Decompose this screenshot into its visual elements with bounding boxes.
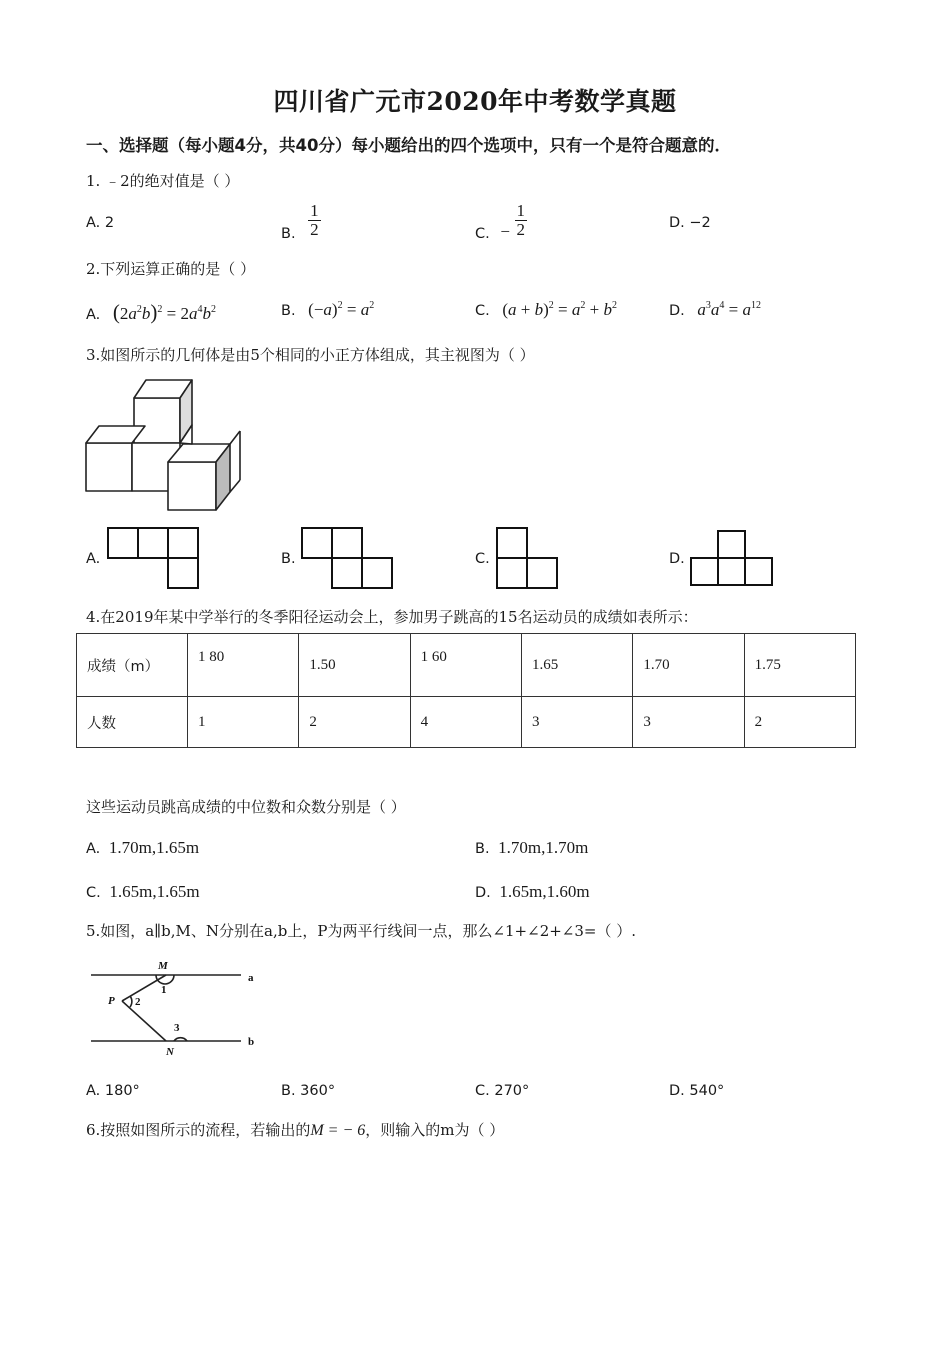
q4-option-b-label: B. [475, 841, 490, 857]
q3-option-b-view [301, 527, 393, 589]
table-row-counts [77, 697, 856, 748]
q5-option-b: B. 360° [281, 1083, 336, 1099]
question-4-question: 这些运动员跳高成绩的中位数和众数分别是（ ） [86, 798, 406, 816]
fraction-denominator: 2 [310, 220, 319, 239]
q2-option-d [669, 300, 761, 320]
q3-option-a-label: A. [86, 551, 101, 567]
q1-option-a: A. 2 [86, 215, 115, 231]
table-cell [188, 634, 299, 697]
label-angle-1: 1 [161, 984, 167, 996]
q4-option-b [475, 838, 588, 858]
q2-option-a [86, 300, 216, 325]
label-m: M [158, 960, 168, 972]
q1-option-c [475, 201, 527, 242]
q6-stem-pre: 6.按照如图所示的流程，若输出的 [86, 1121, 311, 1139]
q5-option-a: A. 180° [86, 1083, 140, 1099]
table-cell: 1.75 [744, 634, 855, 697]
q6-stem-math: M = − 6 [310, 1122, 366, 1139]
q5-option-d: D. 540° [669, 1083, 725, 1099]
q1-option-c-sign: − [500, 221, 510, 241]
q1-option-d: D. −2 [669, 215, 711, 231]
label-n: N [166, 1046, 174, 1058]
table-cell: 1.70 [633, 634, 744, 697]
cube-solid-figure [80, 376, 250, 521]
q3-option-c-label: C. [475, 551, 490, 567]
page-title: 四川省广元市2020年中考数学真题 [273, 87, 677, 116]
q4-option-c-value: 1.65m,1.65m [109, 882, 200, 901]
q4-option-a [86, 838, 199, 858]
q4-option-b-value: 1.70m,1.70m [498, 838, 589, 857]
q4-option-c-label: C. [86, 885, 101, 901]
q1-option-c-fraction [515, 202, 528, 239]
table-cell-text: 1 60 [420, 648, 447, 665]
table-cell: 2 [299, 697, 410, 748]
label-line-a: a [248, 972, 254, 984]
q2-option-b-formula: $(-a)^2 = a^2$ [308, 300, 375, 319]
q2-option-d-label: D. [669, 303, 685, 319]
table-cell: 2 [744, 697, 855, 748]
q3-option-c-view [496, 527, 558, 589]
q2-option-b [281, 300, 374, 320]
label-line-b: b [248, 1036, 255, 1048]
parallel-lines-figure [86, 955, 266, 1063]
q4-option-d [475, 882, 590, 902]
label-angle-3: 3 [174, 1022, 180, 1034]
q2-option-d-formula: $a^3a^4 = a^{12}$ [697, 300, 761, 319]
table-header-count: 人数 [77, 697, 188, 748]
label-angle-2: 2 [135, 996, 141, 1008]
q6-stem-post: ，则输入的m为（ ） [365, 1121, 505, 1139]
table-cell: 3 [633, 697, 744, 748]
table-cell [410, 634, 521, 697]
q4-option-d-label: D. [475, 885, 491, 901]
table-cell: 4 [410, 697, 521, 748]
table-header-score: 成绩（m） [77, 634, 188, 697]
scores-table [76, 633, 856, 748]
table-cell: 1 [188, 697, 299, 748]
question-5-stem: 5.如图，a∥b,M、N分别在a,b上，P为两平行线间一点，那么∠1+∠2+∠3=（ ）. [86, 922, 637, 940]
question-3-stem: 3.如图所示的几何体是由5个相同的小正方体组成，其主视图为（ ） [86, 346, 535, 364]
table-cell: 1.50 [299, 634, 410, 697]
q1-option-b-label: B. [281, 225, 296, 242]
q4-option-a-value: 1.70m,1.65m [108, 838, 200, 857]
q1-option-c-label: C. [475, 225, 490, 242]
table-cell: 1.65 [521, 634, 632, 697]
q3-option-d-label: D. [669, 551, 685, 567]
q2-option-a-label: A. [86, 307, 101, 323]
q4-option-c [86, 882, 200, 902]
q2-option-a-formula: $(2a^2b)^2 = 2a^4b^2$ [112, 300, 216, 324]
question-1-stem: 1. ﹣2的绝对值是（ ） [86, 172, 240, 190]
question-4-stem: 4.在2019年某中学举行的冬季阳径运动会上，参加男子跳高的15名运动员的成绩如表所示： [86, 608, 698, 626]
section-header: 一、选择题（每小题4分，共40分）每小题给出的四个选项中，只有一个是符合题意的． [86, 136, 731, 155]
table-cell-text: 1 80 [198, 648, 225, 665]
q2-option-b-label: B. [281, 303, 296, 319]
fraction-numerator: 1 [310, 201, 319, 220]
label-p: P [108, 995, 115, 1007]
q4-option-d-value: 1.65m,1.60m [499, 882, 590, 901]
q2-option-c-formula: $(a + b)^2 = a^2 + b^2$ [502, 300, 617, 319]
fraction-numerator: 1 [516, 201, 526, 220]
question-2-stem: 2.下列运算正确的是（ ） [86, 260, 256, 278]
question-6-stem [86, 1119, 504, 1140]
q3-option-d-view [690, 530, 774, 586]
table-row-scores [77, 634, 856, 697]
q2-option-c [475, 300, 617, 320]
fraction-denominator: 2 [516, 220, 526, 239]
q4-option-a-label: A. [86, 841, 101, 857]
q3-option-a-view [107, 527, 199, 589]
q1-option-b-fraction [308, 202, 321, 239]
table-cell: 3 [521, 697, 632, 748]
q2-option-c-label: C. [475, 303, 490, 319]
q5-option-c: C. 270° [475, 1083, 530, 1099]
q1-option-b [281, 201, 321, 242]
q3-option-b-label: B. [281, 551, 296, 567]
